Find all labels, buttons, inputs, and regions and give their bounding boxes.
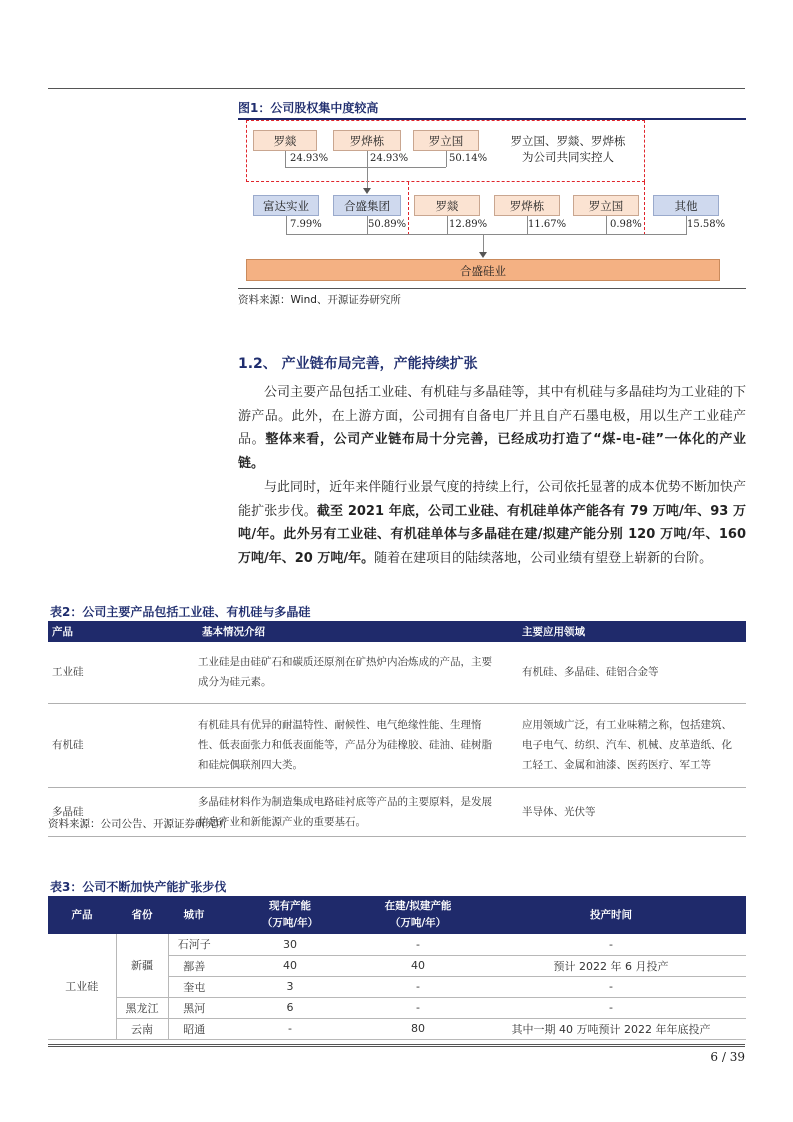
cell-planned: -	[360, 997, 476, 1018]
arrow-down-icon	[363, 188, 371, 194]
cell-current: 40	[220, 955, 360, 976]
cell-province: 新疆	[116, 934, 168, 997]
table-row	[48, 997, 746, 1018]
cell-planned: 80	[360, 1018, 476, 1039]
cell-city: 奎屯	[168, 976, 220, 997]
paragraph-1-text: 公司主要产品包括工业硅、有机硅与多晶硅等，其中有机硅与多晶硅均为工业硅的下游产品。此外，在上游方面，公司拥有自备电厂并且自产石墨电极，用以生产工业硅产品。	[238, 385, 746, 447]
cell-province: 黑龙江	[116, 997, 168, 1018]
cell-planned: -	[360, 976, 476, 997]
table-header-row	[48, 896, 746, 934]
shareholder-box-luoyi: 罗燚	[253, 130, 317, 151]
pct-top-luoliguo: 50.14%	[449, 153, 488, 164]
connector	[446, 151, 447, 167]
col-header-planned-line1: 在建/拟建产能	[384, 900, 452, 912]
page-number: 6 / 39	[710, 1050, 745, 1064]
col-header-planned-capacity	[360, 896, 476, 934]
table-row	[48, 642, 746, 703]
cell-time: 预计 2022 年 6 月投产	[476, 955, 746, 976]
cell-current: 6	[220, 997, 360, 1018]
table-row	[48, 1018, 746, 1039]
cell-province: 云南	[116, 1018, 168, 1039]
table-row	[48, 703, 746, 787]
cell-city: 黑河	[168, 997, 220, 1018]
cell-city: 昭通	[168, 1018, 220, 1039]
cell-intro: 工业硅是由硅矿石和碳质还原剂在矿热炉内冶炼成的产品，主要成分为硅元素。	[198, 642, 518, 703]
shareholder-box-fuda: 富达实业	[253, 195, 319, 216]
connector	[606, 216, 607, 234]
section-title: 1.2、 产业链布局完善，产能持续扩张	[238, 356, 478, 372]
pct-mid-others: 15.58%	[687, 219, 726, 230]
cell-time: -	[476, 934, 746, 955]
col-header-province: 省份	[116, 896, 168, 934]
connector	[286, 216, 287, 234]
shareholder-box-luoliguo-direct: 罗立国	[573, 195, 639, 216]
cell-planned: 40	[360, 955, 476, 976]
cell-time: -	[476, 976, 746, 997]
pct-top-luoyedong: 24.93%	[370, 153, 409, 164]
footer-rule	[48, 1044, 745, 1045]
connector	[527, 216, 528, 234]
figure-title: 图1：公司股权集中度较高	[238, 101, 379, 115]
cell-product: 工业硅	[48, 934, 116, 1039]
connector	[285, 151, 286, 167]
col-header-time: 投产时间	[476, 896, 746, 934]
figure-bottom-rule	[238, 288, 746, 289]
pct-mid-luoyi: 12.89%	[449, 219, 488, 230]
paragraph-2-text: 与此同时，近年来伴随行业景气度的持续上行，公司依托显著的成本优势不断加快产能扩张步伐。	[238, 480, 746, 519]
paragraph-2	[238, 476, 746, 570]
col-header-product: 产品	[48, 621, 198, 642]
cell-application: 应用领域广泛，有工业味精之称，包括建筑、电子电气、纺织、汽车、机械、皮革造纸、化工轻工、金属和油漆、医药医疗、军工等	[518, 703, 746, 787]
connector	[286, 234, 687, 235]
cell-product: 有机硅	[48, 703, 198, 787]
cell-current: -	[220, 1018, 360, 1039]
connector	[367, 216, 368, 234]
col-header-planned-line2: （万吨/年）	[389, 917, 447, 929]
shareholder-box-luoyedong-direct: 罗烨栋	[494, 195, 560, 216]
cell-current: 30	[220, 934, 360, 955]
connector	[686, 216, 687, 234]
col-header-product: 产品	[48, 896, 116, 934]
col-header-intro: 基本情况介绍	[198, 621, 518, 642]
cell-product: 多晶硅	[48, 787, 198, 836]
table-row	[48, 934, 746, 955]
cell-city: 石河子	[168, 934, 220, 955]
connector	[447, 216, 448, 234]
pct-mid-fuda: 7.99%	[290, 219, 322, 230]
products-table	[48, 621, 746, 837]
capacity-table	[48, 896, 746, 1040]
paragraph-1-bold: 整体来看，公司产业链布局十分完善，已经成功打造了“煤-电-硅”一体化的产业链。	[238, 432, 746, 471]
col-header-current-line1: 现有产能	[269, 900, 311, 912]
cell-intro: 多晶硅材料作为制造集成电路硅衬底等产品的主要原料，是发展信息产业和新能源产业的重要基石。	[198, 787, 518, 836]
paragraph-2-bold: 截至 2021 年底，公司工业硅、有机硅单体产能各有 79 万吨/年、93 万吨/年。此外另有工业硅、有机硅单体与多晶硅在建/拟建产能分别 120 万吨/年、160 万吨/年、20 万吨/年。	[238, 503, 746, 566]
shareholder-box-luoyedong: 罗烨栋	[333, 130, 401, 151]
paragraph-1	[238, 381, 746, 475]
pct-mid-luoyedong: 11.67%	[528, 219, 567, 230]
cell-time: 其中一期 40 万吨预计 2022 年年底投产	[476, 1018, 746, 1039]
table2-title: 表2：公司主要产品包括工业硅、有机硅与多晶硅	[50, 605, 311, 619]
paragraph-2-tail: 随着在建项目的陆续落地，公司业绩有望登上崭新的台阶。	[374, 550, 713, 566]
company-box-hoshine: 合盛硅业	[246, 259, 720, 281]
pct-top-luoyi: 24.93%	[290, 153, 329, 164]
cell-city: 鄯善	[168, 955, 220, 976]
cell-time: -	[476, 997, 746, 1018]
cell-application: 有机硅、多晶硅、硅铝合金等	[518, 642, 746, 703]
connector	[367, 151, 368, 191]
cell-product: 工业硅	[48, 642, 198, 703]
shareholder-box-others: 其他	[653, 195, 719, 216]
controller-note-1: 罗立国、罗燚、罗烨栋	[510, 134, 626, 148]
cell-application: 半导体、光伏等	[518, 787, 746, 836]
col-header-current-line2: （万吨/年）	[261, 917, 319, 929]
col-header-current-capacity	[220, 896, 360, 934]
table2-source: 资料来源：公司公告、开源证券研究所	[48, 818, 227, 830]
col-header-application: 主要应用领域	[518, 621, 746, 642]
footer-rule-2	[48, 1046, 745, 1047]
ownership-chart	[0, 0, 793, 300]
cell-planned: -	[360, 934, 476, 955]
pct-mid-luoliguo: 0.98%	[610, 219, 642, 230]
figure-source: 资料来源：Wind、开源证券研究所	[238, 294, 401, 306]
cell-current: 3	[220, 976, 360, 997]
cell-intro: 有机硅具有优异的耐温特性、耐候性、电气绝缘性能、生理惰性、低表面张力和低表面能等，产品分为硅橡胶、硅油、硅树脂和硅烷偶联剂四大类。	[198, 703, 518, 787]
controller-note-2: 为公司共同实控人	[522, 150, 614, 164]
pct-mid-hesheng-group: 50.89%	[368, 219, 407, 230]
table3-title: 表3：公司不断加快产能扩张步伐	[50, 880, 227, 894]
shareholder-box-luoliguo: 罗立国	[413, 130, 479, 151]
shareholder-box-hesheng-group: 合盛集团	[333, 195, 401, 216]
arrow-down-icon	[479, 252, 487, 258]
col-header-city: 城市	[168, 896, 220, 934]
connector	[483, 234, 484, 254]
shareholder-box-luoyi-direct: 罗燚	[414, 195, 480, 216]
table-header-row	[48, 621, 746, 642]
connector	[285, 167, 446, 168]
